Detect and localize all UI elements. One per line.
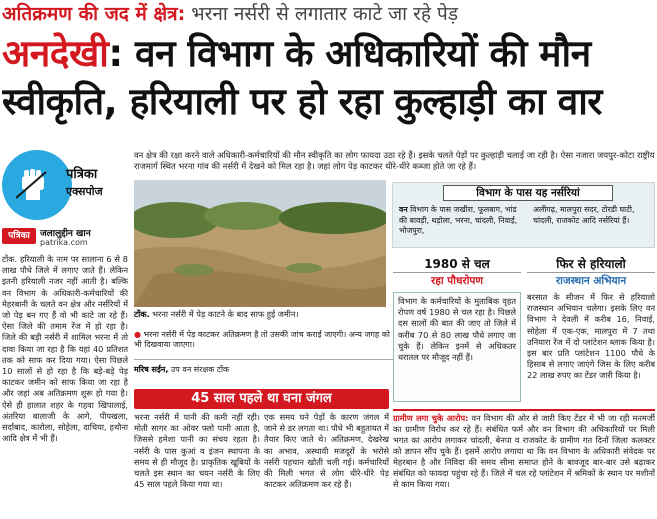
quote-text: भरना नर्सरी में पेड़ काटकर अतिक्रमण है तो उसकी जांच कराई जाएगी। अन्य जगह को भी दिखवाया जाएगा। (134, 330, 390, 349)
nursery-list-text: विभाग के पास जखीरा, फूलबाग, भांड की बावड़ी, थड़ोला, भरना, चांदली, निवाई, भोजपुरा, (399, 205, 518, 235)
raised-fist-icon (16, 168, 56, 200)
headline (2, 30, 655, 126)
quote-author: मरिष सईन, (134, 365, 169, 374)
official-quote (134, 330, 394, 360)
caption-text: भरना नर्सरी में पेड़ काटने के बाद साफ हुई जमीन। (149, 309, 299, 319)
kicker-label: अतिक्रमण की जद में क्षेत्र: (2, 3, 186, 25)
intro-paragraph: वन क्षेत्र की रक्षा करने वाले अधिकारी-कर्मचारियों की मौन स्वीकृति का लोग फायदा उठा रहे हैं। इसके चलते पेड़ों पर कुल्हाड़ी चलाई जा रही है। ऐसा नजारा जयपुर-कोटा राष्ट्रीय राजमार्ग स्थित भरना गांव की नर्सरी में देखने को मिल रहा है। जहां लोग पेड़ काटकर धीरे-धीरे कब्जा होते जा रहे हैं। (134, 150, 655, 171)
nursery-list-left (399, 205, 527, 237)
kicker-subtitle: भरना नर्सरी से लगातार काटे जा रहे पेड़ (185, 3, 458, 25)
campaign-heading: फिर से हरियालो (527, 255, 655, 273)
section-heading-forest: 45 साल पहले था घना जंगल (134, 389, 389, 409)
author-name: जलालुद्दीन खान (40, 229, 91, 239)
nursery-list-right: अलीगढ़, मालपुरा सदर, टोरडी घाटी, चांदली, राजकोट आदि नर्सरियां हैं। (533, 205, 635, 225)
nursery-photo (134, 180, 386, 307)
nursery-info-box (392, 182, 655, 248)
column-3-text: एक समय घने पेड़ों के कारण जंगल में जाने से डर लगता था। पौधे भी बहुतायत में तैयार किए जाते थे। अतिक्रमण, देखरेख का अभाव, अस्थायी मजदूरों के भरोसे नर्सरी पहचान खोती चली गई। कर्मचारियों की मिली भगत से लोग धीरे-धीरे पेड़ काटकर अतिक्रमण कर रहे हैं। (264, 412, 389, 490)
kicker (2, 1, 655, 27)
caption-place: टोंक. (134, 309, 150, 319)
photo-caption (134, 309, 390, 319)
author-site: patrika.com (40, 238, 88, 247)
column-2-text: भरना नर्सरी में पानी की कमी नहीं रही। मोती सागर का ओवर फ्लो पानी आता है, जिससे हमेशा पानी का संचय रहता है। नर्सरी के पास कुआं व इंजन स्थापना के समय से ही मौजूद है। प्राकृतिक खूबियों के चलते इस स्थान का चयन नर्सरी के लिए 45 साल पहले किया गया था। (134, 412, 260, 490)
byline (2, 226, 128, 252)
quote-role: उप वन संरक्षक टोंक (168, 365, 230, 374)
nursery-box-title: विभाग के पास यह नर्सरियां (443, 185, 613, 201)
nursery-list-lead: वन (399, 205, 408, 214)
campaign-text: बरसात के सीजन में फिर से हरियालो राजस्थान अभियान चलेगा। इसके लिए वन विभाग ने देवली में करीब 16, निवाई, सोहेला में एक-एक, मालपुरा में 7 तथा उनियारा रेंज में दो प्लांटेशन ब्लाक किया है। इस बार प्रति प्लांटेशन 1100 पौधे के हिसाब से लगाए जाएंगे जिस के लिए करीब 22 लाख रुपए का टेंडर जारी किया है। (527, 292, 655, 381)
bullet-icon: ● (134, 330, 144, 339)
plantation-subheading: रहा पौधरोपण (431, 275, 483, 287)
logo-subtitle: एक्सपोज (66, 185, 103, 198)
headline-line1: : वन विभाग के अधिकारियों की मौन (108, 32, 591, 75)
allegation-heading: ग्रामीण लगा चुके आरोप: (393, 413, 469, 423)
patrika-expose-logo (2, 150, 128, 220)
headline-highlight: अनदेखी (2, 32, 109, 75)
plantation-text: विभाग के कर्मचारियों के मुताबिक वृहत रोपण वर्ष 1980 से चल रहा है। पिछले दस सालों की बात की जाए तो जिले में करीब 70 से 80 लाख पौधे लगाए जा चुके हैं। लेकिन इनमें से अधिकतर धरातल पर मौजूद नहीं हैं। (398, 296, 516, 363)
quote-attribution (134, 364, 394, 375)
patrika-badge: पत्रिका (2, 228, 36, 244)
allegation-text: वन विभाग की ओर से जारी किए टेंडर में भी जा रही मनमर्जी का ग्रामीण विरोध कर रहे हैं। संबंधित फर्म और वन विभाग की अधिकारियों पर मिली भगत का आरोप लगाकर चांदली, बेनपा व राजकोट के ग्रामीण गत दिनों जिला कलक्टर को ज्ञापन सौंप चुके हैं। इसमें आरोप लगाया था कि वन विभाग के अधिकारी संवेदक पर मेहरबान है और निविदा की समय सीमा समाप्त होने के बावजूद बार-बार उसे बढ़ाकर संबंधित को फायदा पहुंचा रहे हैं। जिले में चल रहे प्लांटेशन में श्रमिकों के स्थान पर मशीनों से काम किया गया। (393, 413, 655, 489)
logo-text (66, 164, 103, 199)
cleared-land-image (134, 180, 386, 307)
headline-line2: स्वीकृति, हरियाली पर हो रहा कुल्हाड़ी का वार (2, 80, 602, 123)
campaign-subheading: राजस्थान अभियान (555, 275, 627, 287)
column-1-text: टोंक. हरियाली के नाम पर सालाना 6 से 8 लाख पौधे जिले में लगाए जाते हैं। लेकिन इतनी हरियाली नजर नहीं आती है। बल्कि वन विभाग के अधिकारी-कर्मचारियों की मेहरबानी के चलते वन क्षेत्र और नर्सरियों में जो पेड़ बन गए हैं वो भी काटे जा रहे हैं। ऐसा जिले की तमाम रेंज में हो रहा है। जिले की बड़ी नर्सरी में शामिल भरना में तो दावा किया जा रहा है कि यहां 40 प्रतिशत तक को साफ कर दिया गया। ऐसा पिछले 10 सालों से हो रहा है कि बड़े-बड़े पेड़ काटकर जमीन को साफ किया जा रहा है और जहां अब अतिक्रमण शुरू हो गया है। ऐसे ही हालात शहर के गहवा खिपालाई, अंतरिया बालाजी के आगे, पीपखला, सर्दाबाद, कारोला, सोहेला, दाचिया, हथौना आदि क्षेत्र में भी हैं। (2, 254, 128, 444)
plantation-heading: 1980 से चल (393, 255, 521, 273)
villagers-allegation-box (393, 409, 655, 517)
fist-logo-icon (2, 150, 72, 220)
plantation-box (393, 292, 521, 402)
logo-title: पत्रिका (66, 167, 98, 182)
